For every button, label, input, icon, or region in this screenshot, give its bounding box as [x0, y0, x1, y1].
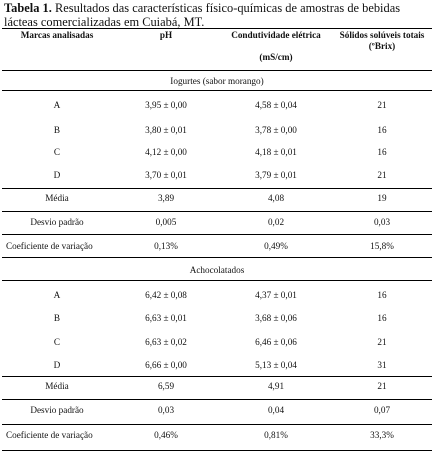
- cell-condutividade: 0,49%: [264, 241, 288, 251]
- cell-brix: 21: [377, 337, 387, 347]
- cell-condutividade: 3,79 ± 0,01: [255, 170, 297, 180]
- cell-brix: 21: [377, 100, 387, 110]
- cell-brix: 15,8%: [370, 241, 394, 251]
- cell-brix: 16: [377, 147, 387, 157]
- cell-brix: 21: [377, 170, 387, 180]
- row-rule: [2, 399, 432, 400]
- table-caption: [4, 1, 432, 29]
- header-ph: pH: [159, 30, 173, 40]
- cell-brix: 0,03: [373, 217, 391, 227]
- cell-marca: B: [53, 125, 61, 135]
- cell-condutividade: 4,08: [267, 193, 285, 203]
- cell-ph: 0,005: [155, 217, 177, 227]
- row-rule: [2, 424, 432, 425]
- cell-condutividade: 5,13 ± 0,04: [255, 360, 297, 370]
- cell-condutividade: 6,46 ± 0,06: [255, 337, 297, 347]
- cell-stat-label: Desvio padrão: [30, 405, 84, 415]
- cell-stat-label: Coeficiente de variação: [6, 241, 93, 251]
- cell-ph: 0,03: [157, 405, 175, 415]
- cell-stat-label: Desvio padrão: [30, 217, 84, 227]
- top-rule: [2, 28, 432, 29]
- cell-condutividade: 0,81%: [264, 430, 288, 440]
- cell-condutividade: 0,04: [267, 405, 285, 415]
- caption-text: Resultados das características físico-químicas de amostras de bebidas lácteas comercializadas em Cuiabá, MT.: [4, 1, 401, 29]
- cell-stat-label: Média: [45, 193, 69, 203]
- header-condutividade-unit: (mS/cm): [259, 52, 293, 62]
- cell-marca: A: [53, 100, 61, 110]
- header-solidos-unit: (ºBrix): [368, 41, 396, 51]
- cell-marca: B: [53, 313, 61, 323]
- cell-brix: 33,3%: [370, 430, 394, 440]
- cell-condutividade: 4,37 ± 0,01: [255, 290, 297, 300]
- cell-ph: 0,13%: [154, 241, 178, 251]
- cell-ph: 6,59: [157, 381, 175, 391]
- group-title-rule: [2, 280, 432, 281]
- cell-brix: 21: [377, 381, 387, 391]
- cell-marca: C: [53, 147, 61, 157]
- cell-condutividade: 4,58 ± 0,04: [255, 100, 297, 110]
- cell-brix: 19: [377, 193, 387, 203]
- cell-ph: 0,46%: [154, 430, 178, 440]
- group-title: Achocolatados: [189, 265, 245, 275]
- cell-ph: 6,42 ± 0,08: [145, 290, 187, 300]
- header-condutividade: Condutividade elétrica: [231, 30, 321, 40]
- cell-brix: 0,07: [373, 405, 391, 415]
- cell-marca: D: [53, 170, 61, 180]
- cell-brix: 16: [377, 290, 387, 300]
- cell-brix: 16: [377, 125, 387, 135]
- cell-ph: 3,95 ± 0,00: [145, 100, 187, 110]
- cell-brix: 16: [377, 313, 387, 323]
- row-rule: [2, 257, 432, 258]
- cell-marca: A: [53, 290, 61, 300]
- group-title-rule: [2, 90, 432, 91]
- cell-condutividade: 0,02: [267, 217, 285, 227]
- stats-rule: [2, 376, 432, 377]
- cell-ph: 4,12 ± 0,00: [145, 147, 187, 157]
- stats-rule: [2, 188, 432, 189]
- cell-condutividade: 4,91: [267, 381, 285, 391]
- row-rule: [2, 450, 432, 451]
- row-rule: [2, 234, 432, 235]
- cell-ph: 3,89: [157, 193, 175, 203]
- cell-stat-label: Coeficiente de variação: [6, 430, 93, 440]
- cell-ph: 3,70 ± 0,01: [145, 170, 187, 180]
- cell-condutividade: 3,68 ± 0,06: [255, 313, 297, 323]
- cell-ph: 3,80 ± 0,01: [145, 125, 187, 135]
- group-title: Iogurtes (sabor morango): [170, 76, 264, 86]
- header-rule: [2, 70, 432, 71]
- header-solidos: Sólidos solúveis totais: [339, 30, 425, 40]
- cell-marca: C: [53, 337, 61, 347]
- cell-condutividade: 3,78 ± 0,00: [255, 125, 297, 135]
- cell-brix: 31: [377, 360, 387, 370]
- row-rule: [2, 211, 432, 212]
- header-marcas: Marcas analisadas: [20, 30, 94, 40]
- cell-marca: D: [53, 360, 61, 370]
- cell-ph: 6,63 ± 0,02: [145, 337, 187, 347]
- caption-label: Tabela 1.: [4, 1, 52, 15]
- cell-ph: 6,63 ± 0,01: [145, 313, 187, 323]
- cell-ph: 6,66 ± 0,00: [145, 360, 187, 370]
- cell-condutividade: 4,18 ± 0,01: [255, 147, 297, 157]
- cell-stat-label: Média: [45, 381, 69, 391]
